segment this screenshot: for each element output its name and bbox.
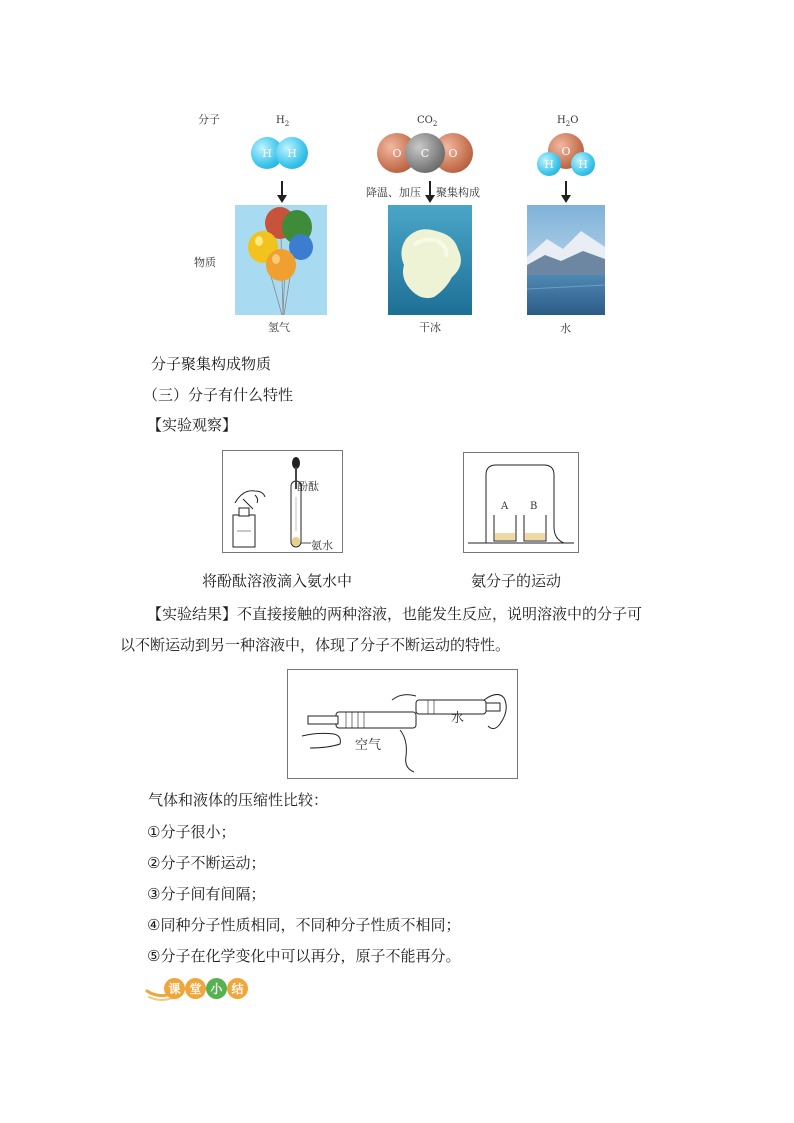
result-text-line1: 不直接接触的两种溶液，也能发生反应，说明溶液中的分子可 [237,605,643,623]
arrow-head-icon [425,195,435,203]
arrow-down-icon [429,181,431,195]
class-summary-badge [145,975,249,1003]
badge-char: 结 [227,978,248,999]
list-item: ③分子间有间隔； [147,885,266,903]
section-heading: （三）分子有什么特性 [143,386,294,404]
experiment-observe-label: 【实验观察】 [147,416,238,434]
row-label-molecule: 分子 [198,113,220,126]
compressibility-title: 气体和液体的压缩性比较： [148,791,329,809]
result-label: 【实验结果】 [147,605,238,623]
hydrogen-atom: H [251,137,283,169]
air-label: 空气 [355,738,382,753]
water-landscape-photo [527,205,605,315]
hydrogen-atom: H [537,152,561,176]
co2-formula: $CO_2$ [417,115,438,128]
list-item: ①分子很小； [147,823,236,841]
figure2-caption-right: 氨分子的运动 [471,572,562,590]
hydrogen-atom: H [276,137,308,169]
h2-formula: $H_2$ [276,115,290,128]
hydrogen-balloons-photo [235,205,327,315]
experiment-result-line1 [147,603,642,624]
summary-text: 分子聚集构成物质 [151,355,272,373]
dry-ice-photo [388,205,472,315]
arrow-head-icon [561,195,571,203]
oxygen-atom: O [433,133,473,173]
co2-caption: 干冰 [419,321,441,334]
list-item: ②分子不断运动； [147,854,266,872]
beaker-b-label: B [530,501,538,512]
syringe-compression-figure [287,669,518,779]
badge-char: 课 [164,978,185,999]
figure2-caption-left: 将酚酞溶液滴入氨水中 [202,572,353,590]
landscape-image [527,205,605,315]
co2-process-right: 聚集构成 [436,186,480,199]
oxygen-atom: O [377,133,417,173]
arrow-head-icon [277,195,287,203]
ammonia-label: 氨水 [311,539,333,552]
oxygen-atom: O [548,133,584,169]
water-label: 水 [451,711,465,726]
carbon-atom: C [405,133,445,173]
list-item: ⑤分子在化学变化中可以再分，原子不能再分。 [147,947,461,965]
h2-caption: 氢气 [268,321,290,334]
beaker-drawing [464,453,578,552]
dry-ice-image [388,205,472,315]
phenolphthalein-experiment-figure [222,450,343,553]
arrow-down-icon [565,181,567,195]
badge-char: 堂 [185,978,206,999]
syringe-drawing [288,670,517,778]
ammonia-diffusion-figure [463,452,579,553]
beaker-a-label: A [501,501,509,512]
co2-process-left: 降温、加压 [366,186,421,199]
hydrogen-atom: H [571,152,595,176]
arrow-down-icon [281,181,283,195]
experiment-result-line2: 以不断运动到另一种溶液中，体现了分子不断运动的特性。 [120,636,511,654]
h2o-caption: 水 [560,322,571,335]
list-item: ④同种分子性质相同，不同种分子性质不相同； [147,916,461,934]
h2o-formula: $H_2O$ [557,115,579,128]
phenolphthalein-label: 酚酞 [297,480,319,493]
badge-char: 小 [206,978,227,999]
balloons-image [235,205,327,315]
row-label-substance: 物质 [194,256,216,269]
